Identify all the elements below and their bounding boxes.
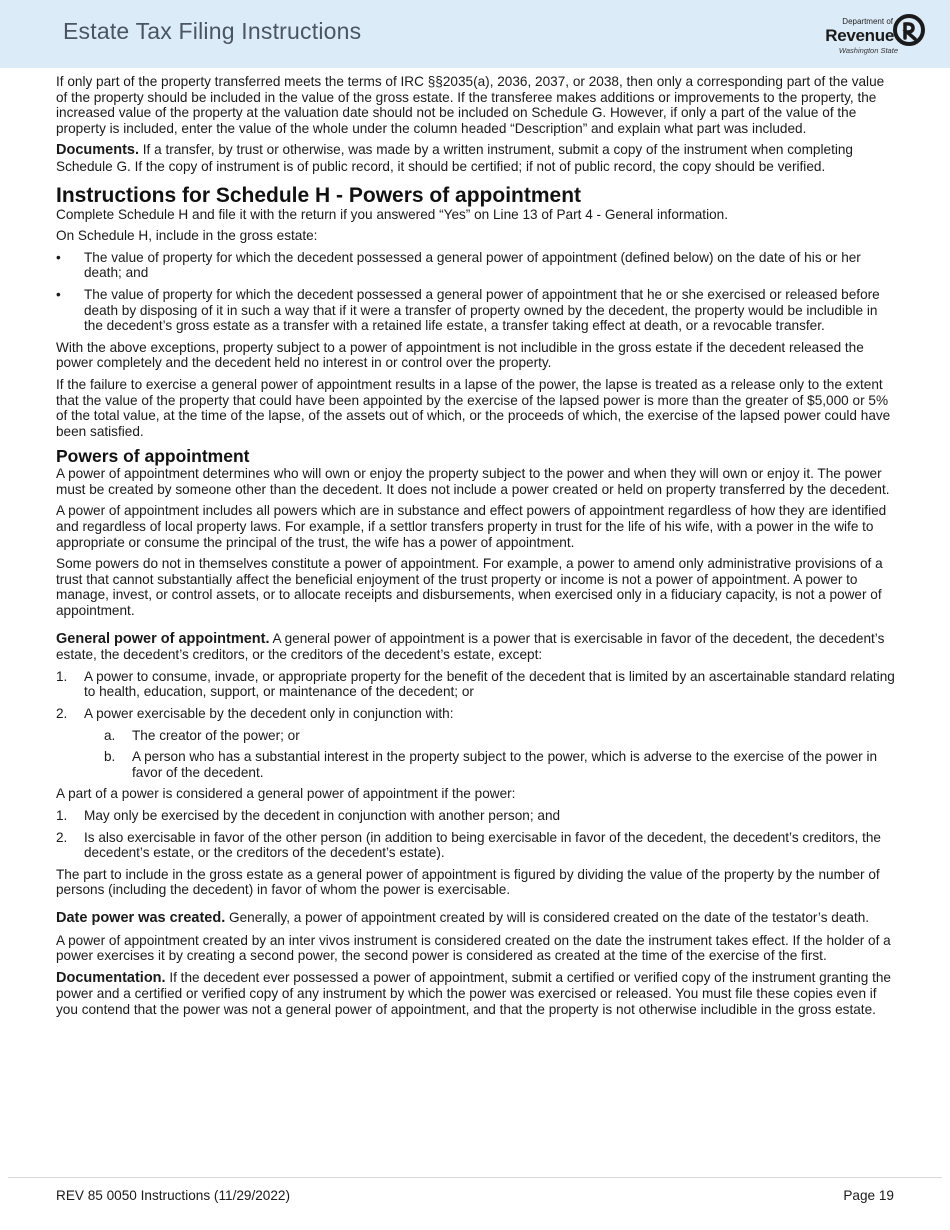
- general-power-sublist: [104, 728, 898, 781]
- bullet-marker: •: [56, 249, 61, 265]
- page-header: [0, 0, 950, 68]
- general-power-list: [56, 669, 898, 722]
- paragraph-documents: [56, 142, 898, 174]
- logo-revenue-text: Revenue: [825, 26, 894, 45]
- logo-state-text: Washington State: [838, 46, 898, 55]
- general-power-lead: General power of appointment.: [56, 630, 270, 647]
- list-item: • The value of property for which the decedent possessed a general power of appointment (defined below) on the date of his or her death; and: [56, 249, 861, 281]
- list-item: 1. A power to consume, invade, or appropriate property for the benefit of the decedent that is limited by an ascertainable standard relating to health, education, support, or maintenance of the decedent; or: [56, 668, 895, 700]
- documents-lead: Documents.: [56, 142, 139, 159]
- paragraph-inter-vivos: A power of appointment created by an inter vivos instrument is considered created on the date the instrument takes effect. If the holder of a power exercises it by creating a second power, the second power is considered as created at the time of the exercise of the first.: [56, 932, 891, 964]
- documents-text: If a transfer, by trust or otherwise, was made by a written instrument, submit a copy of the instrument when completing Schedule G. If the copy of instrument is of public record, it should be certified; if not of public record, the copy should be verified.: [56, 142, 853, 174]
- list-item: • The value of property for which the decedent possessed a general power of appointment that he or she exercised or released before death by disposing of it in such a way that if it were a transfer of property owned by the decedent, the property would be includible in the decedent’s gross estate as a transfer with a retained life estate, a transfer taking effect at death, or a revocable transfer.: [56, 286, 880, 334]
- schedule-h-heading: Instructions for Schedule H - Powers of appointment: [56, 183, 582, 207]
- list-item: b. A person who has a substantial interest in the property subject to the power, which is adverse to the exercise of the power in favor of the decedent.: [104, 749, 878, 780]
- documentation-lead: Documentation.: [56, 969, 166, 986]
- paragraph-poa-includes: A power of appointment includes all powers which are in substance and effect powers of appointment regardless of how they are identified and regardless of local property laws. For example, if a settlor transfers property in trust for the life of his wife, with a power in the wife to appropriate or consume the principal of the trust, the wife has a power of appointment.: [56, 503, 887, 550]
- list-item: a. The creator of the power; or: [104, 727, 300, 743]
- bullet-marker: •: [56, 286, 61, 302]
- paragraph-general-power: General power of appointment. A general power of appointment is a power that is exercisable in favor of the decedent, the decedent’s estate, the decedent’s creditors, or the creditors of the decedent’s estate, except:: [56, 630, 885, 663]
- dor-logo: [816, 12, 928, 58]
- paragraph-part-include: The part to include in the gross estate as a general power of appointment is figured by dividing the value of the property by the number of persons (including the decedent) in favor of whom the power is exercisable.: [56, 866, 880, 898]
- paragraph-documentation: Documentation. If the decedent ever possessed a power of appointment, submit a certified or verified copy of the instrument granting the power and a certified or verified copy of any instrument by which the power was exercised or released. You must file these copies even if you contend that the power was not a general power of appointment, and that the property is not otherwise includible in the gross estate.: [56, 969, 891, 1017]
- page-title: Estate Tax Filing Instructions: [63, 18, 362, 44]
- schedule-h-intro: Complete Schedule H and file it with the return if you answered “Yes” on Line 13 of Part 4 - General information.: [56, 206, 728, 222]
- paragraph-poa-exclusions: Some powers do not in themselves constitute a power of appointment. For example, a power to amend only administrative provisions of a trust that cannot substantially affect the beneficial enjoyment of the trust property or income is not a power of appointment. A power to manage, invest, or control assets, or to allocate receipts and disbursements, when exercised only in a fiduciary capacity, is not a power of appointment.: [56, 556, 883, 619]
- footer-form-id: REV 85 0050 Instructions (11/29/2022): [56, 1188, 291, 1203]
- footer-divider: [8, 1177, 942, 1178]
- schedule-h-bullet-list: [56, 250, 898, 334]
- document-body: [56, 74, 898, 1024]
- list-item: 2. A power exercisable by the decedent only in conjunction with:: [56, 706, 454, 721]
- paragraph-date-created: Date power was created. Generally, a power of appointment created by will is considered created on the date of the testator’s death.: [56, 909, 870, 926]
- footer-page-number: Page 19: [843, 1188, 894, 1203]
- schedule-h-include: On Schedule H, include in the gross estate:: [56, 228, 318, 244]
- list-item: 2. Is also exercisable in favor of the other person (in addition to being exercisable in favor of the decedent, the decedent’s creditors, the decedent’s estate, or the creditors of the decedent’s estate).: [56, 829, 881, 861]
- date-created-lead: Date power was created.: [56, 909, 226, 926]
- paragraph-lapse: If the failure to exercise a general power of appointment results in a lapse of the power, the lapse is treated as a release only to the extent that the value of the property that could have been appointed by the exercise of the lapsed power is more than the greater of $5,000 or 5% of the total value, at the time of the lapse, of the assets out of which, or the proceeds of which, the exercise of the lapsed power could have been satisfied.: [56, 376, 891, 439]
- paragraph-poa-definition: A power of appointment determines who will own or enjoy the property subject to the power and when they will own or enjoy it. The power must be created by someone other than the decedent. It does not include a power created or held on property transferred by the decedent.: [56, 466, 890, 497]
- logo-department-text: Department of: [842, 17, 893, 26]
- paragraph-part-power: A part of a power is considered a general power of appointment if the power:: [56, 786, 516, 802]
- dor-logo-icon: [893, 14, 925, 46]
- powers-of-appointment-heading: Powers of appointment: [56, 446, 250, 467]
- paragraph-exceptions: With the above exceptions, property subject to a power of appointment is not includible in the gross estate if the decedent released the power completely and the decedent held no interest in or control over the property.: [56, 339, 864, 371]
- list-item: 1. May only be exercised by the decedent in conjunction with another person; and: [56, 807, 561, 823]
- part-power-list: [56, 808, 898, 861]
- paragraph-partial-transfer: If only part of the property transferred meets the terms of IRC §§2035(a), 2036, 2037, or 2038, then only a corresponding part of the value of the property should be included in the value of the gross estate. If the transferee makes additions or improvements to the property, the increased value of the property at the valuation date should not be included on Schedule G. However, if only a part of the value of the property is included, enter the value of the whole under the column headed “Description” and explain what part was included.: [56, 74, 885, 136]
